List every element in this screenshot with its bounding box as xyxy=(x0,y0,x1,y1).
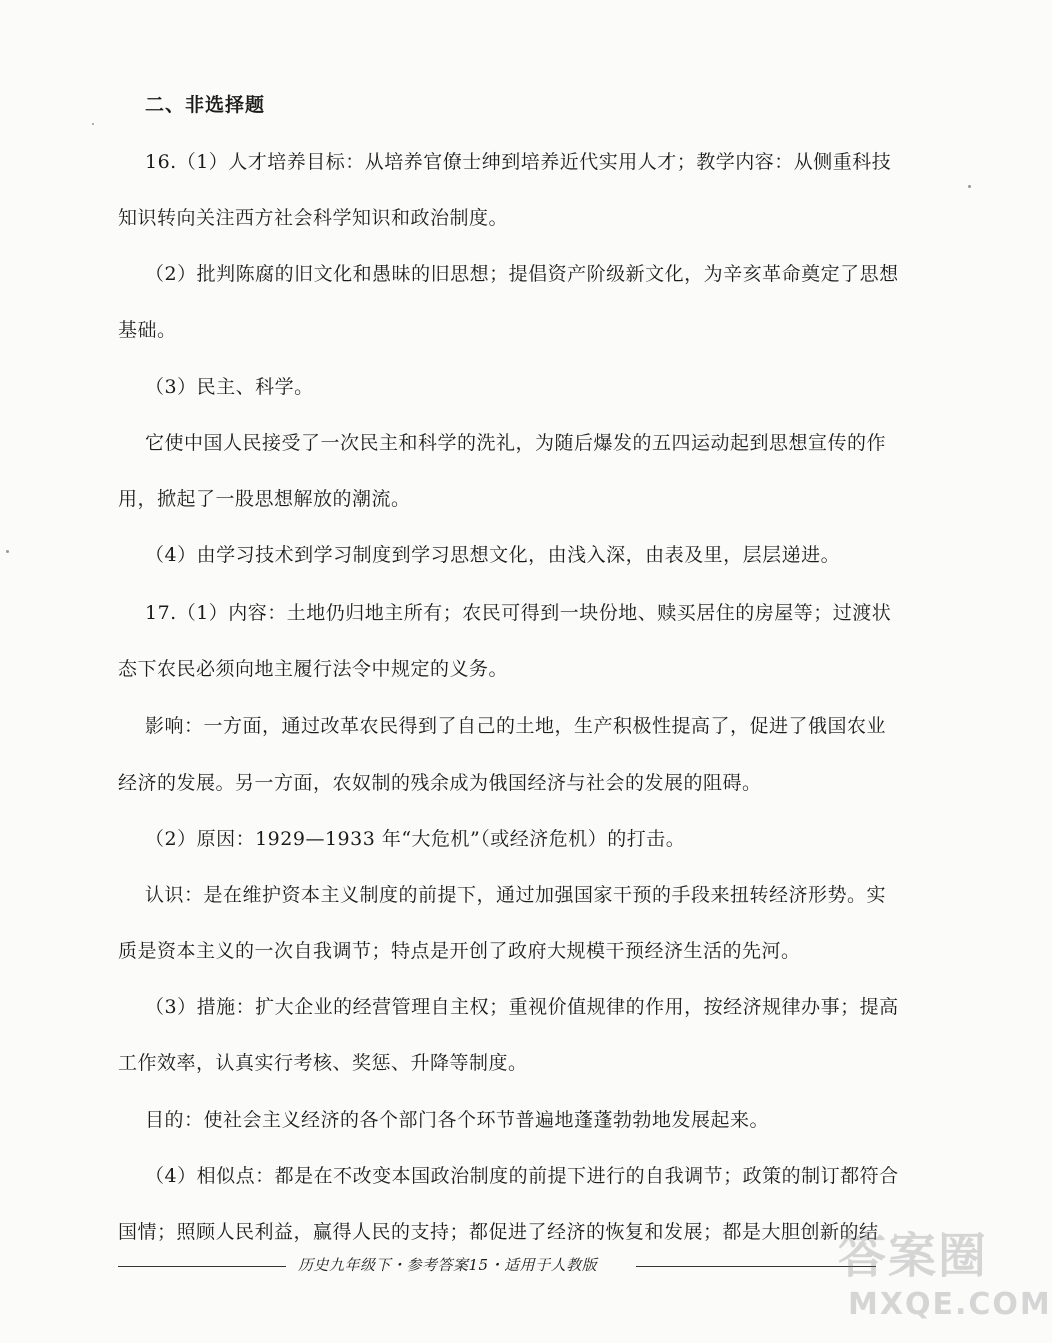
watermark-bottom-text: MXQE.COM xyxy=(848,1287,1052,1322)
answer-line: （2）原因：1929—1933 年“大危机”（或经济危机）的打击。 xyxy=(145,828,686,850)
answer-line: （4）相似点：都是在不改变本国政治制度的前提下进行的自我调节；政策的制订都符合 xyxy=(145,1165,899,1187)
answer-line: （3）措施：扩大企业的经营管理自主权；重视价值规律的作用，按经济规律办事；提高 xyxy=(145,996,899,1018)
answer-line: 工作效率，认真实行考核、奖惩、升降等制度。 xyxy=(118,1052,528,1074)
scan-speck xyxy=(6,550,9,553)
answer-line: 态下农民必须向地主履行法令中规定的义务。 xyxy=(118,658,509,680)
answer-line: 知识转向关注西方社会科学知识和政治制度。 xyxy=(118,207,509,229)
answer-line: 国情；照顾人民利益，赢得人民的支持；都促进了经济的恢复和发展；都是大胆创新的结 xyxy=(118,1221,879,1243)
answer-line: （2）批判陈腐的旧文化和愚昧的旧思想；提倡资产阶级新文化，为辛亥革命奠定了思想 xyxy=(145,263,899,285)
answer-line: （3）民主、科学。 xyxy=(145,376,314,398)
answer-line: 影响：一方面，通过改革农民得到了自己的土地，生产积极性提高了，促进了俄国农业 xyxy=(145,715,887,737)
watermark-top-text: 答案圈 xyxy=(838,1228,989,1284)
answer-line: 16.（1）人才培养目标：从培养官僚士绅到培养近代实用人才；教学内容：从侧重科技 xyxy=(145,151,892,173)
scan-speck xyxy=(968,185,971,188)
answer-line: 认识：是在维护资本主义制度的前提下，通过加强国家干预的手段来扭转经济形势。实 xyxy=(145,884,887,906)
answer-line: 17.（1）内容：土地仍归地主所有；农民可得到一块份地、赎买居住的房屋等；过渡状 xyxy=(145,602,892,624)
answer-line: 基础。 xyxy=(118,319,177,341)
answer-line: 质是资本主义的一次自我调节；特点是开创了政府大规模干预经济生活的先河。 xyxy=(118,940,801,962)
answer-line: 用，掀起了一股思想解放的潮流。 xyxy=(118,488,411,510)
answer-line: 它使中国人民接受了一次民主和科学的洗礼，为随后爆发的五四运动起到思想宣传的作 xyxy=(145,432,887,454)
page-footer xyxy=(118,1252,878,1282)
answer-line: 目的：使社会主义经济的各个部门各个环节普遍地蓬蓬勃勃地发展起来。 xyxy=(145,1109,770,1131)
scan-speck xyxy=(92,123,94,125)
footer-text: 历史九年级下・参考答案15・适用于人教版 xyxy=(298,1256,598,1274)
answer-line: （4）由学习技术到学习制度到学习思想文化，由浅入深，由表及里，层层递进。 xyxy=(145,544,841,566)
answer-line: 经济的发展。另一方面，农奴制的残余成为俄国经济与社会的发展的阻碍。 xyxy=(118,772,762,794)
section-heading: 二、非选择题 xyxy=(145,94,266,116)
watermark-logo xyxy=(838,1217,1052,1335)
footer-rule xyxy=(118,1266,286,1267)
